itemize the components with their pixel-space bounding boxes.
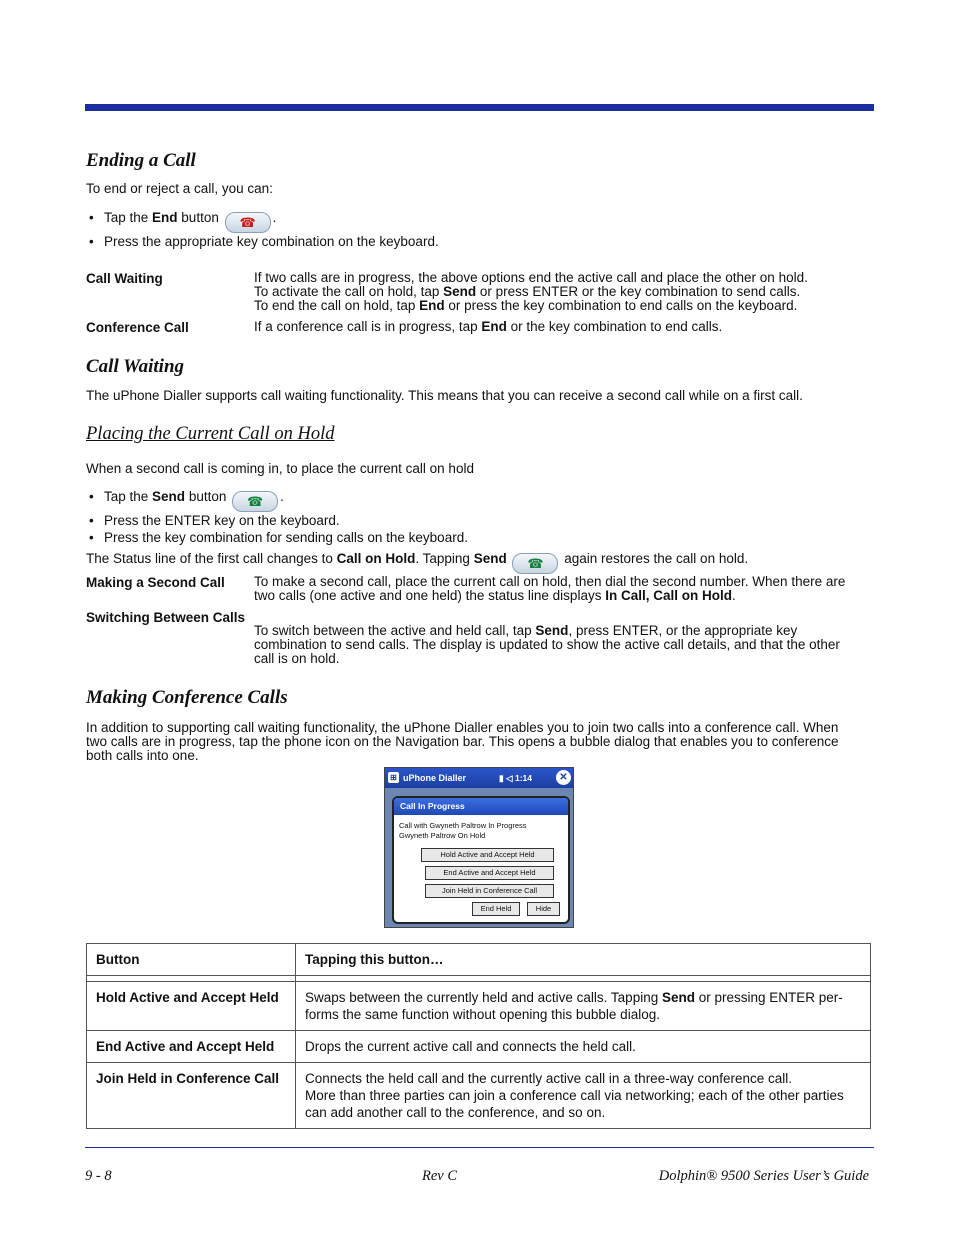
device-title-bar — [385, 768, 573, 788]
bubble-title: Call In Progress — [394, 798, 568, 815]
placing-bullets — [104, 488, 468, 546]
def-label-call-waiting: Call Waiting — [86, 271, 163, 286]
heading-ending-a-call: Ending a Call — [86, 150, 196, 171]
device-app-title: uPhone Dialler — [403, 773, 467, 783]
table-cell-button: Join Held in Conference Call — [87, 1063, 296, 1129]
list-item: • Press the ENTER key on the keyboard. — [104, 512, 468, 529]
device-status: ▮ ◁ 1:14 — [499, 773, 532, 783]
join-held-conference-button[interactable]: Join Held in Conference Call — [425, 884, 554, 898]
call-bubble-dialog — [392, 796, 570, 924]
table-header: Button — [87, 944, 296, 976]
button-table — [86, 943, 871, 1129]
heading-conference-calls: Making Conference Calls — [86, 687, 288, 708]
table-row — [87, 1031, 871, 1063]
ending-intro: To end or reject a call, you can: — [86, 181, 273, 196]
table-cell-button: End Active and Accept Held — [87, 1031, 296, 1063]
list-item: • Tap the End button ☎ . — [104, 209, 439, 233]
heading-call-waiting: Call Waiting — [86, 356, 185, 377]
list-item: • Press the key combination for sending calls on the keyboard. — [104, 529, 468, 546]
conference-body: In addition to supporting call waiting functionality, the uPhone Dialler enables you to join two calls into a conference call. When two calls are in progress, tap the phone icon on the Navigation bar. This opens a bubble dialog that enables you to conference both calls into one. — [86, 720, 839, 763]
close-icon[interactable]: ✕ — [556, 770, 571, 785]
call-waiting-body: The uPhone Dialler supports call waiting functionality. This means that you can receive a second call while on a first call. — [86, 388, 803, 403]
heading-placing-on-hold: Placing the Current Call on Hold — [86, 424, 335, 444]
footer-page-number: 9 - 8 — [85, 1168, 112, 1184]
table-row — [87, 1063, 871, 1129]
list-item: • Tap the Send button ☎ . — [104, 488, 468, 512]
send-call-button-icon: ☎ — [512, 553, 558, 574]
speaker-icon[interactable]: ◁ — [506, 773, 513, 783]
footer-revision: Rev C — [422, 1168, 458, 1184]
hide-button[interactable]: Hide — [527, 902, 560, 916]
def-label-conference-call: Conference Call — [86, 320, 189, 335]
table-cell-button: Hold Active and Accept Held — [87, 982, 296, 1031]
table-cell-desc: Connects the held call and the currently active call in a three-way conference call. More than three parties can join a conference call via networking; each of the other parties can add another call to the conference, and so on. — [296, 1063, 871, 1129]
end-held-button[interactable]: End Held — [472, 902, 520, 916]
placing-intro: When a second call is coming in, to place the current call on hold — [86, 461, 474, 476]
end-active-accept-held-button[interactable]: End Active and Accept Held — [425, 866, 554, 880]
table-cell-desc: Drops the current active call and connects the held call. — [296, 1031, 871, 1063]
def-label-switching: Switching Between Calls — [86, 610, 246, 625]
list-item: • Press the appropriate key combination on the keyboard. — [104, 233, 439, 250]
table-header-row — [87, 944, 871, 976]
device-screenshot — [384, 767, 574, 928]
windows-start-icon[interactable]: ⊞ — [388, 772, 399, 783]
table-row — [87, 982, 871, 1031]
status-line-text: The Status line of the first call changes to Call on Hold. Tapping Send ☎ again restores the call on hold. — [86, 552, 748, 574]
table-header: Tapping this button… — [296, 944, 871, 976]
bubble-line-1: Call with Gwyneth Paltrow In Progress — [399, 821, 527, 830]
send-call-button-icon: ☎ — [232, 491, 278, 512]
header-rule — [85, 104, 874, 111]
end-call-button-icon: ☎ — [225, 212, 271, 233]
def-body-second-call: To make a second call, place the current call on hold, then dial the second number. When there are two calls (one active and one held) the status line displays In Call, Call on Hold. — [254, 574, 846, 603]
def-label-second-call: Making a Second Call — [86, 575, 225, 590]
table-cell-desc: Swaps between the currently held and active calls. Tapping Send or pressing ENTER per- forms the same function without opening this bubble dialog. — [296, 982, 871, 1031]
bubble-line-2: Gwyneth Paltrow On Hold — [399, 831, 486, 840]
ending-bullets — [104, 209, 439, 250]
def-body-switching: To switch between the active and held call, tap Send, press ENTER, or the appropriate key combination to send calls. The display is updated to show the active call details, and that the other call is on hold. — [254, 623, 840, 666]
footer-title: Dolphin® 9500 Series User’s Guide — [658, 1168, 869, 1184]
def-body-conference-call: If a conference call is in progress, tap End or the key combination to end calls. — [254, 319, 723, 334]
hold-active-accept-held-button[interactable]: Hold Active and Accept Held — [421, 848, 554, 862]
footer-rule — [85, 1147, 874, 1148]
def-body-call-waiting: If two calls are in progress, the above options end the active call and place the other on hold. To activate the call on hold, tap Send or press ENTER or the key combination to send calls. To end the call on hold, tap End or press the key combination to end calls on the keyboard. — [254, 270, 808, 313]
